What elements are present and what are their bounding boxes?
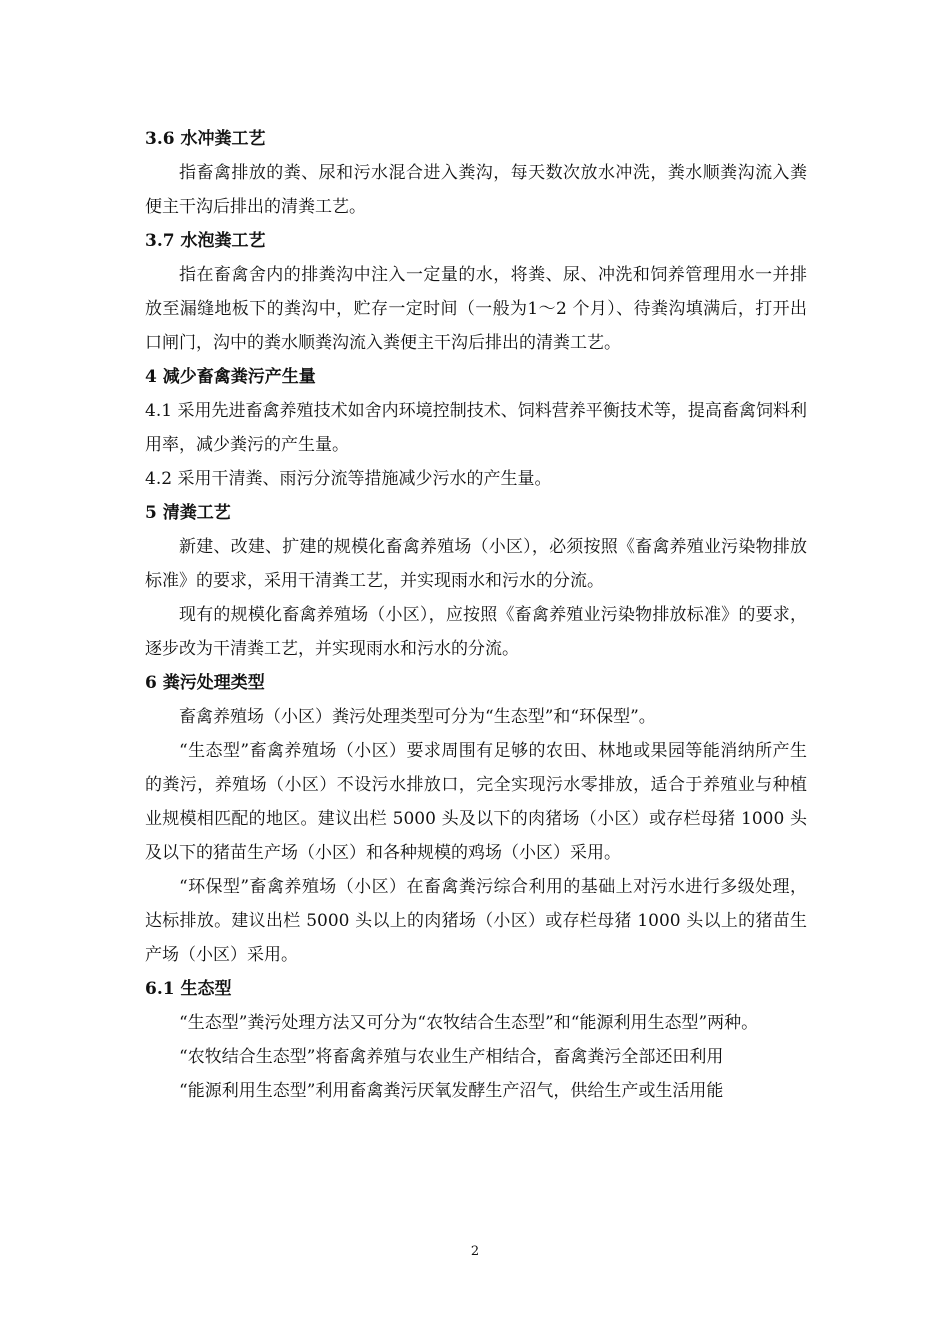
paragraph: “生态型”粪污处理方法又可分为“农牧结合生态型”和“能源利用生态型”两种。 <box>179 1013 759 1033</box>
section-heading: 4 减少畜禽粪污产生量 <box>145 367 316 387</box>
paragraph: 指在畜禽舍内的排粪沟中注入一定量的水，将粪、尿、冲洗和饲养管理用水一并排放至漏缝地板下的粪沟中，贮存一定时间（一般为1～2 个月）、待粪沟填满后，打开出口闸门，沟中的粪水顺粪沟流入粪便主干沟后排出的清粪工艺。 <box>145 265 807 353</box>
document-body <box>145 122 807 1108</box>
paragraph: 指畜禽排放的粪、尿和污水混合进入粪沟，每天数次放水冲洗，粪水顺粪沟流入粪便主干沟后排出的清粪工艺。 <box>145 163 807 217</box>
paragraph: 新建、改建、扩建的规模化畜禽养殖场（小区），必须按照《畜禽养殖业污染物排放标准》的要求，采用干清粪工艺，并实现雨水和污水的分流。 <box>145 537 807 591</box>
section-heading: 6.1 生态型 <box>145 979 232 999</box>
paragraph: “农牧结合生态型”将畜禽养殖与农业生产相结合，畜禽粪污全部还田利用 <box>179 1047 724 1067</box>
paragraph: “环保型”畜禽养殖场（小区）在畜禽粪污综合利用的基础上对污水进行多级处理，达标排放。建议出栏 5000 头以上的肉猪场（小区）或存栏母猪 1000 头以上的猪苗生产场（小区）采用。 <box>145 877 807 965</box>
paragraph: “生态型”畜禽养殖场（小区）要求周围有足够的农田、林地或果园等能消纳所产生的粪污，养殖场（小区）不设污水排放口，完全实现污水零排放，适合于养殖业与种植业规模相匹配的地区。建议出栏 5000 头及以下的肉猪场（小区）或存栏母猪 1000 头及以下的猪苗生产场（小区）和各种规模的鸡场（小区）采用。 <box>145 741 807 863</box>
paragraph: “能源利用生态型”利用畜禽粪污厌氧发酵生产沼气，供给生产或生活用能 <box>179 1081 724 1101</box>
section-heading: 5 清粪工艺 <box>145 503 231 523</box>
page-number: 2 <box>470 1244 480 1259</box>
section-heading: 3.6 水冲粪工艺 <box>145 129 266 149</box>
paragraph: 现有的规模化畜禽养殖场（小区），应按照《畜禽养殖业污染物排放标准》的要求，逐步改为干清粪工艺，并实现雨水和污水的分流。 <box>145 605 807 659</box>
section-heading: 6 粪污处理类型 <box>145 673 265 693</box>
numbered-paragraph: 4.2 采用干清粪、雨污分流等措施减少污水的产生量。 <box>145 469 552 489</box>
numbered-paragraph: 4.1 采用先进畜禽养殖技术如舍内环境控制技术、饲料营养平衡技术等，提高畜禽饲料利用率，减少粪污的产生量。 <box>145 401 807 455</box>
section-heading: 3.7 水泡粪工艺 <box>145 231 266 251</box>
paragraph: 畜禽养殖场（小区）粪污处理类型可分为“生态型”和“环保型”。 <box>179 707 656 727</box>
